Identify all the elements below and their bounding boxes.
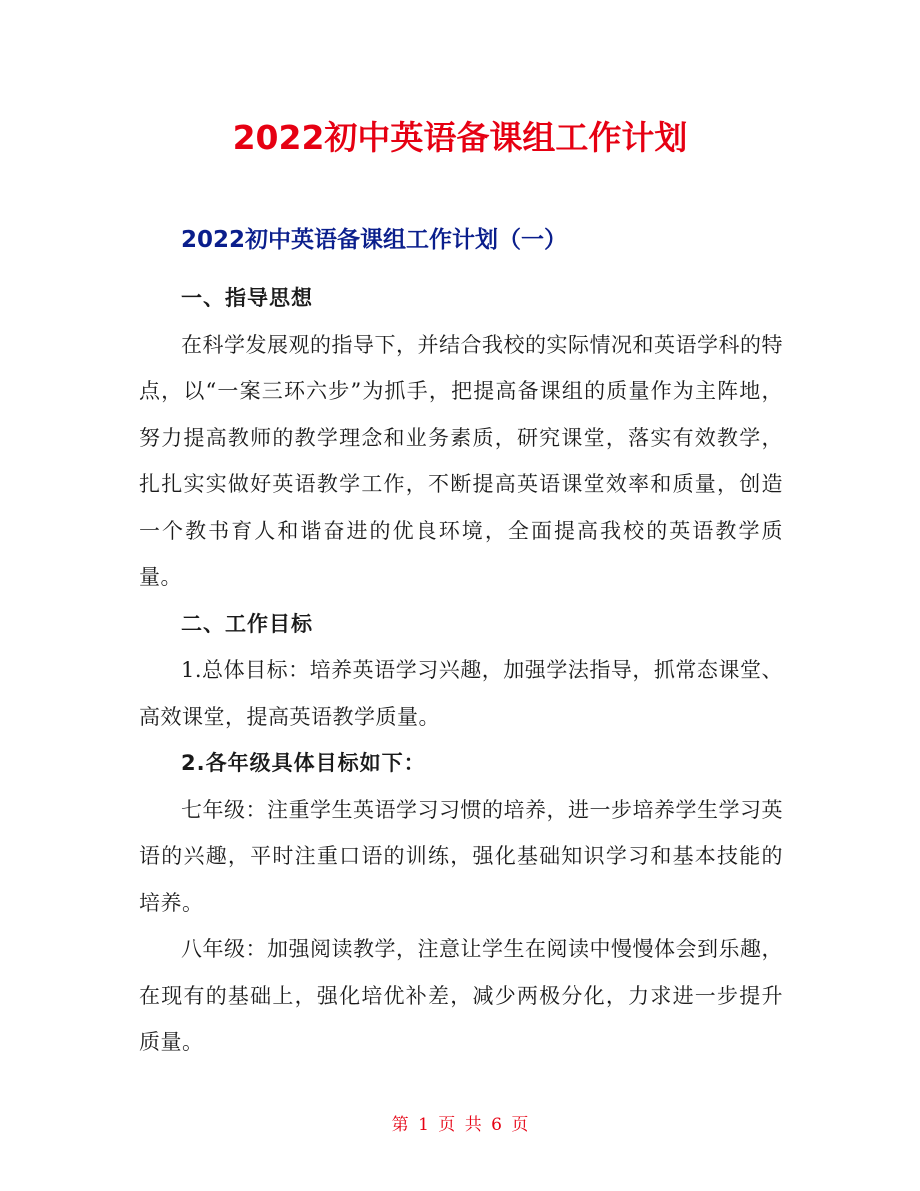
heading-work-goals: 二、工作目标 — [181, 611, 313, 636]
heading-guiding-thought: 一、指导思想 — [181, 286, 313, 310]
document-title: 2022初中英语备课组工作计划 — [232, 118, 688, 157]
paragraph-grade-eight: 八年级：加强阅读教学，注意让学生在阅读中慢慢体会到乐趣，在现有的基础上，强化培优补差，减少两极分化，力求进一步提升质量。 — [139, 937, 783, 1054]
page-number-footer: 第 1 页 共 6 页 — [391, 1115, 529, 1135]
section-title: 2022初中英语备课组工作计划（一） — [181, 227, 568, 253]
heading-grade-goals: 2.各年级具体目标如下： — [181, 751, 426, 775]
paragraph-overall-goal: 1.总体目标：培养英语学习兴趣，加强学法指导，抓常态课堂、高效课堂，提高英语教学质量。 — [139, 658, 783, 729]
document-body — [139, 275, 783, 1066]
paragraph-guiding-thought: 在科学发展观的指导下，并结合我校的实际情况和英语学科的特点，以“一案三环六步”为抓手，把提高备课组的质量作为主阵地，努力提高教师的教学理念和业务素质，研究课堂，落实有效教学，扎扎实实做好英语教学工作，不断提高英语课堂效率和质量，创造一个教书育人和谐奋进的优良环境，全面提高我校的英语教学质量。 — [139, 332, 783, 589]
paragraph-grade-seven: 七年级：注重学生英语学习习惯的培养，进一步培养学生学习英语的兴趣，平时注重口语的训练，强化基础知识学习和基本技能的培养。 — [139, 797, 783, 915]
